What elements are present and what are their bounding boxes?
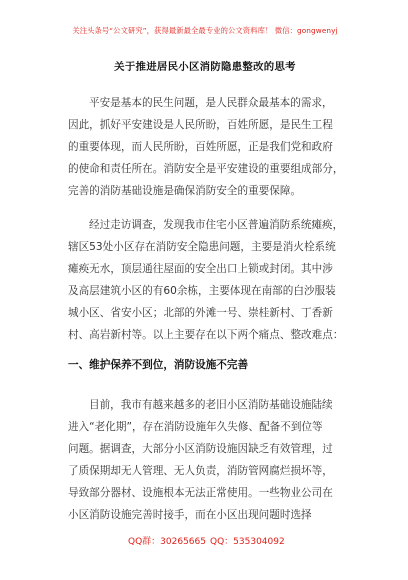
paragraph-line: 的使命和责任所在。消防安全是平安建设的重要组成部分， — [68, 163, 344, 175]
paragraph-line: 城小区、省安小区；北部的外滩一号、崇桂新村、丁香新 — [68, 307, 333, 319]
paragraph-2 — [68, 214, 350, 346]
paragraph-line: 及高层建筑小区的有60余栋，主要体现在南部的白沙服装 — [68, 285, 336, 297]
paragraph-line: 导致部分器材、设施根本无法正常使用。一些物业公司在 — [68, 487, 333, 499]
paragraph-line: 目前，我市有越来越多的老旧小区消防基础设施陆续 — [89, 399, 333, 411]
document-title: 关于推进居民小区消防隐患整改的思考 — [114, 61, 296, 73]
paragraph-3 — [68, 394, 350, 526]
paragraph-line: 村、高岩新村等。以上主要存在以下两个痛点、整改难点： — [68, 329, 344, 341]
paragraph-line: 瘫痪无水，顶层通往屋面的安全出口上锁或封闭。其中涉 — [68, 263, 333, 275]
paragraph-line: 进入“老化期”，存在消防设施年久失修、配备不到位等 — [68, 421, 323, 433]
paragraph-line: 平安是基本的民生问题，是人民群众最基本的需求， — [89, 97, 333, 109]
qq-number: QQ：535304092 — [210, 537, 285, 547]
paragraph-line: 因此，抓好平安建设是人民所盼，百姓所愿，是民生工程 — [68, 119, 333, 131]
paragraph-line: 完善的消防基础设施是确保消防安全的重要保障。 — [68, 185, 302, 197]
promo-banner: 关注头条号“公文研究”，获得最新最全最专业的公文资料库！ 微信：gongwenyj — [72, 26, 338, 35]
qq-group-number: QQ群：30265665 — [128, 537, 206, 547]
paragraph-line: 小区消防设施完善时接手，而在小区出现问题时选择 — [68, 509, 312, 521]
paragraph-line: 问题。据调查，大部分小区消防设施因缺乏有效管理，过 — [68, 443, 333, 455]
paragraph-line: 辖区53处小区存在消防安全隐患问题，主要是消火栓系统 — [68, 241, 336, 253]
section-heading: 一、维护保养不到位，消防设施不完善 — [68, 359, 249, 371]
paragraph-line: 了质保期却无人管理、无人负责，消防管网腐烂损坏等， — [68, 465, 333, 477]
paragraph-line: 的重要体现，而人民所盼，百姓所愿，正是我们党和政府 — [68, 141, 333, 153]
paragraph-line: 经过走访调查，发现我市住宅小区普遍消防系统瘫痪， — [89, 219, 344, 231]
paragraph-1 — [68, 92, 350, 202]
